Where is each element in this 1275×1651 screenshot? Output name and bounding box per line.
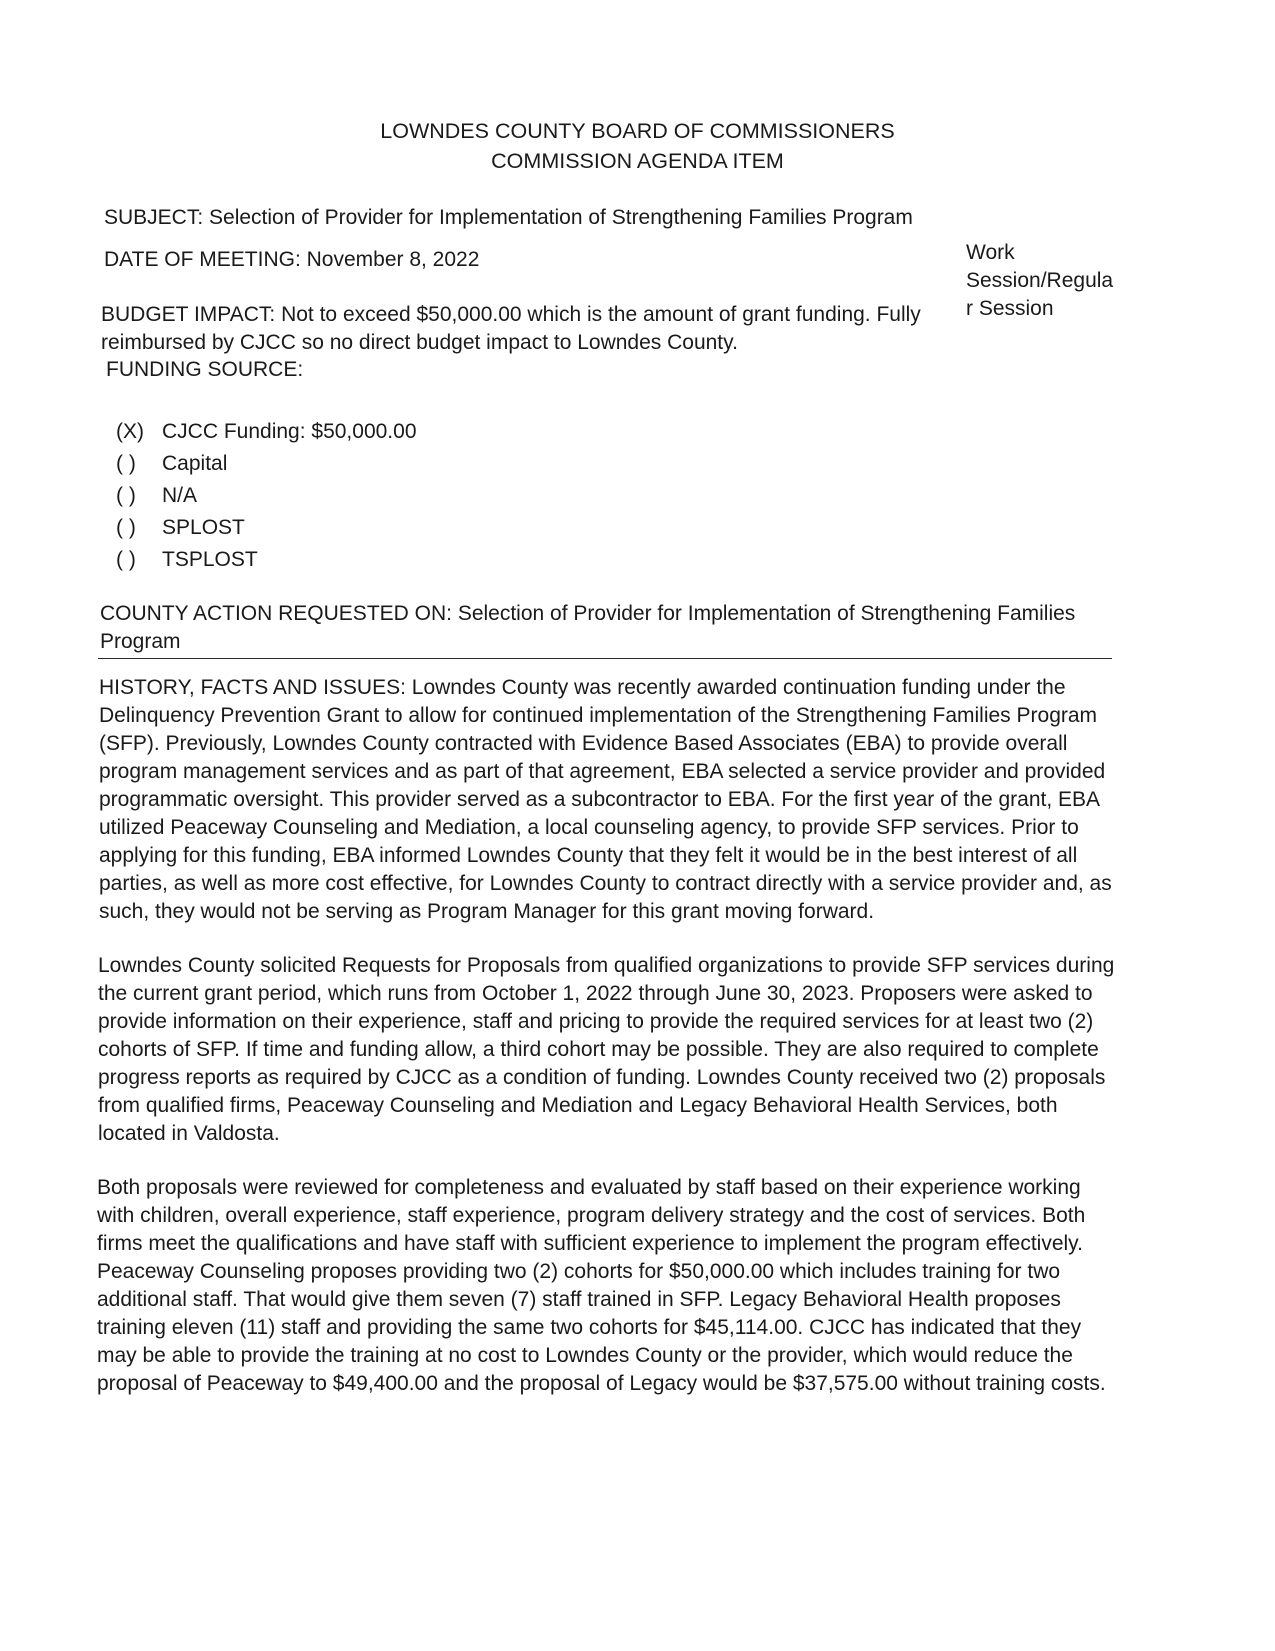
funding-option-checkbox: ( ): [116, 516, 136, 539]
section-divider: [98, 658, 1112, 659]
funding-option-label: Capital: [162, 452, 228, 475]
funding-option-capital: [116, 448, 417, 480]
funding-option-checkbox: ( ): [116, 452, 136, 475]
session-type: [966, 239, 1126, 323]
funding-option-label: N/A: [162, 484, 198, 507]
action-requested-line-2: Program: [100, 630, 181, 653]
funding-option-cjcc: [116, 416, 417, 448]
funding-source-label: FUNDING SOURCE:: [106, 358, 304, 381]
budget-impact-line-1: BUDGET IMPACT: Not to exceed $50,000.00 which is the amount of grant funding. Fully: [101, 303, 921, 326]
funding-option-label: SPLOST: [162, 516, 245, 539]
funding-option-label: CJCC Funding: $50,000.00: [162, 420, 417, 443]
funding-options-list: [116, 416, 417, 576]
funding-option-na: [116, 480, 417, 512]
session-line-3: r Session: [966, 297, 1054, 320]
document-title: LOWNDES COUNTY BOARD OF COMMISSIONERS: [380, 119, 895, 143]
date-of-meeting: DATE OF MEETING: November 8, 2022: [104, 248, 480, 271]
budget-impact-line-2: reimbursed by CJCC so no direct budget impact to Lowndes County.: [101, 331, 738, 354]
funding-option-checkbox: ( ): [116, 548, 136, 571]
funding-option-tsplost: [116, 544, 417, 576]
funding-option-checkbox: ( ): [116, 484, 136, 507]
document-subtitle: COMMISSION AGENDA ITEM: [491, 149, 784, 173]
subject-line: SUBJECT: Selection of Provider for Implementation of Strengthening Families Program: [104, 206, 913, 229]
history-facts-paragraph: HISTORY, FACTS AND ISSUES: Lowndes County was recently awarded continuation funding under the Delinquency Prevention Grant to allow for continued implementation of the Strengthening Families Program (SFP). Previously, Lowndes County contracted with Evidence Based Associates (EBA) to provide overall program management services and as part of that agreement, EBA selected a service provider and provided programmatic oversight. This provider served as a subcontractor to EBA. For the first year of the grant, EBA utilized Peaceway Counseling and Mediation, a local counseling agency, to provide SFP services. Prior to applying for this funding, EBA informed Lowndes County that they felt it would be in the best interest of all parties, as well as more cost effective, for Lowndes County to contract directly with a service provider and, as such, they would not be serving as Program Manager for this grant moving forward.: [99, 676, 1112, 923]
session-line-1: Work: [966, 241, 1015, 264]
rfp-paragraph: Lowndes County solicited Requests for Proposals from qualified organizations to provide SFP services during the current grant period, which runs from October 1, 2022 through June 30, 2023. Proposers were asked to provide information on their experience, staff and pricing to provide the required services for at least two (2) cohorts of SFP. If time and funding allow, a third cohort may be possible. They are also required to complete progress reports as required by CJCC as a condition of funding. Lowndes County received two (2) proposals from qualified firms, Peaceway Counseling and Mediation and Legacy Behavioral Health Services, both located in Valdosta.: [98, 954, 1115, 1145]
session-line-2: Session/Regula: [966, 269, 1114, 292]
funding-option-label: TSPLOST: [162, 548, 258, 571]
funding-option-checkbox: (X): [116, 420, 144, 443]
evaluation-paragraph: Both proposals were reviewed for completeness and evaluated by staff based on their experience working with children, overall experience, staff experience, program delivery strategy and the cost of services. Both firms meet the qualifications and have staff with sufficient experience to implement the program effectively. Peaceway Counseling proposes providing two (2) cohorts for $50,000.00 which includes training for two additional staff. That would give them seven (7) staff trained in SFP. Legacy Behavioral Health proposes training eleven (11) staff and providing the same two cohorts for $45,114.00. CJCC has indicated that they may be able to provide the training at no cost to Lowndes County or the provider, which would reduce the proposal of Peaceway to $49,400.00 and the proposal of Legacy would be $37,575.00 without training costs.: [97, 1176, 1106, 1395]
funding-option-splost: [116, 512, 417, 544]
action-requested-line-1: COUNTY ACTION REQUESTED ON: Selection of Provider for Implementation of Strengthening Families: [100, 602, 1076, 625]
